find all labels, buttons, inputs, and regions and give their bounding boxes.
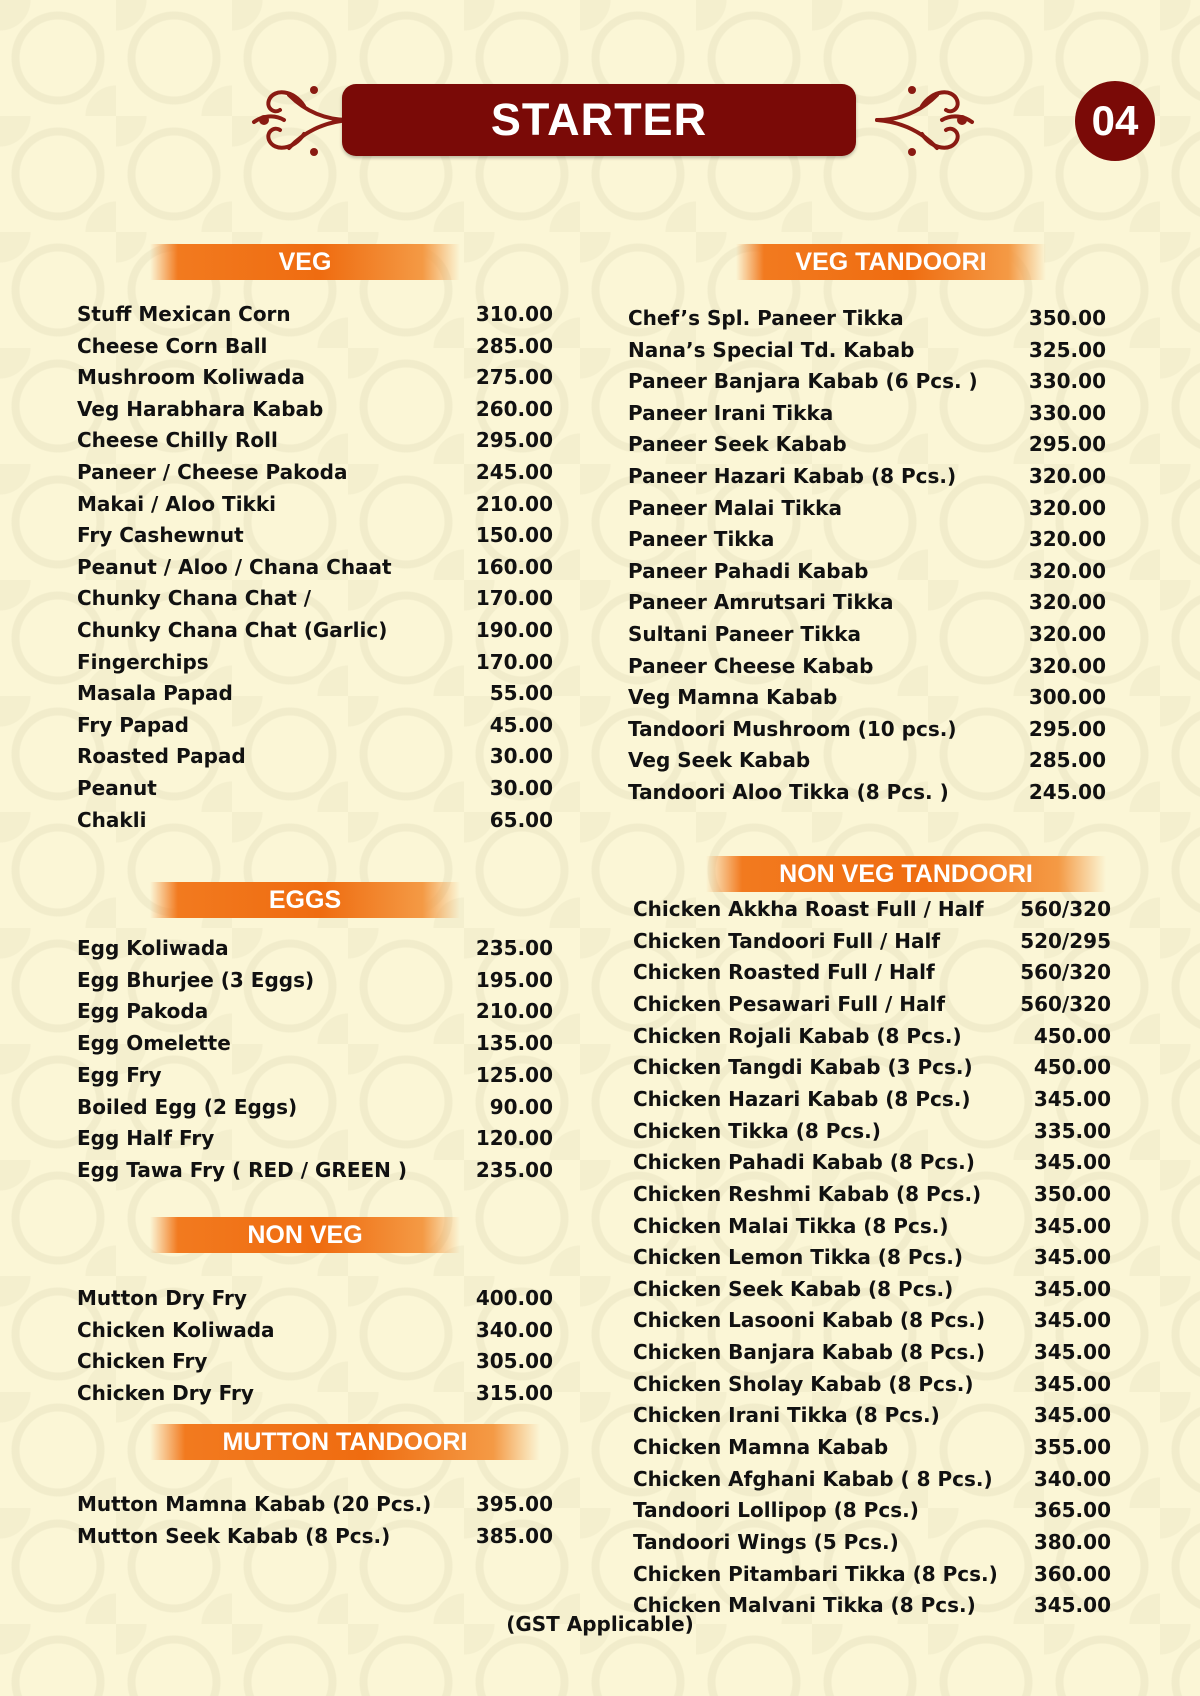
item-price: 260.00	[475, 396, 553, 421]
item-name: Paneer Pahadi Kabab	[628, 558, 869, 583]
item-name: Chunky Chana Chat /	[77, 586, 312, 611]
item-name: Fry Cashewnut	[77, 523, 244, 548]
item-name: Veg Seek Kabab	[628, 748, 811, 773]
item-price: 350.00	[1028, 306, 1106, 330]
item-name: Makai / Aloo Tikki	[77, 491, 277, 516]
section-header-eggs: EGGS	[150, 882, 460, 918]
item-price: 160.00	[475, 554, 553, 579]
item-name: Paneer Cheese Kabab	[628, 653, 874, 678]
item-name: Tandoori Mushroom (10 pcs.)	[628, 716, 957, 741]
right-flourish-ornament	[872, 70, 982, 170]
item-name: Paneer Tikka	[628, 527, 775, 552]
item-price: 305.00	[475, 1349, 553, 1374]
item-name: Chicken Banjara Kabab (8 Pcs.)	[633, 1340, 986, 1365]
item-name: Chicken Lemon Tikka (8 Pcs.)	[633, 1245, 963, 1270]
item-name: Chicken Koliwada	[77, 1317, 275, 1342]
item-price: 340.00	[1033, 1466, 1111, 1491]
item-name: Chicken Tandoori Full / Half	[633, 928, 941, 953]
item-price: 360.00	[1033, 1561, 1111, 1586]
item-price: 320.00	[1028, 464, 1106, 488]
item-price: 345.00	[1033, 1276, 1111, 1301]
item-name: Cheese Chilly Roll	[77, 428, 278, 453]
item-name: Paneer Malai Tikka	[628, 495, 842, 520]
item-price: 345.00	[1033, 1340, 1111, 1365]
item-price: 345.00	[1033, 1371, 1111, 1396]
item-price: 210.00	[475, 999, 553, 1024]
item-price: 65.00	[489, 807, 553, 832]
item-price: 285.00	[1028, 748, 1106, 773]
page-number-badge: 04	[1075, 81, 1155, 161]
title-banner	[342, 84, 856, 156]
item-price: 320.00	[1028, 527, 1106, 552]
item-name: Chicken Irani Tikka (8 Pcs.)	[633, 1403, 940, 1428]
item-name: Roasted Papad	[77, 744, 246, 769]
item-price: 330.00	[1028, 400, 1106, 425]
item-name: Egg Omelette	[77, 1031, 231, 1056]
item-price: 345.00	[1033, 1308, 1111, 1333]
item-name: Paneer / Cheese Pakoda	[77, 460, 348, 484]
item-name: Chicken Akkha Roast Full / Half	[633, 897, 984, 921]
item-price: 285.00	[475, 333, 553, 358]
item-name: Chicken Lasooni Kabab (8 Pcs.)	[633, 1308, 986, 1333]
item-name: Tandoori Lollipop (8 Pcs.)	[633, 1498, 919, 1523]
item-price: 245.00	[475, 460, 553, 484]
item-name: Chicken Malvani Tikka (8 Pcs.)	[633, 1593, 976, 1618]
item-price: 275.00	[475, 365, 553, 390]
item-price: 295.00	[1028, 432, 1106, 457]
item-price: 135.00	[475, 1031, 553, 1056]
item-name: Mutton Mamna Kabab (20 Pcs.)	[77, 1492, 432, 1516]
item-name: Chicken Fry	[77, 1349, 208, 1374]
item-name: Peanut / Aloo / Chana Chaat	[77, 554, 392, 579]
item-name: Boiled Egg (2 Eggs)	[77, 1094, 298, 1119]
item-price: 55.00	[489, 681, 553, 706]
item-name: Egg Tawa Fry ( RED / GREEN )	[77, 1157, 407, 1182]
item-name: Chicken Reshmi Kabab (8 Pcs.)	[633, 1181, 982, 1206]
item-price: 210.00	[475, 491, 553, 516]
item-name: Egg Pakoda	[77, 999, 209, 1024]
item-price: 235.00	[475, 936, 553, 960]
section-header-veg: VEG	[150, 244, 460, 280]
item-price: 345.00	[1033, 1213, 1111, 1238]
item-name: Fry Papad	[77, 712, 189, 737]
item-name: Chicken Mamna Kabab	[633, 1435, 889, 1460]
item-name: Tandoori Wings (5 Pcs.)	[633, 1530, 899, 1554]
item-price: 350.00	[1033, 1181, 1111, 1206]
item-price: 335.00	[1033, 1118, 1111, 1143]
item-name: Paneer Seek Kabab	[628, 432, 847, 457]
item-price: 385.00	[475, 1523, 553, 1548]
item-price: 560/320	[1020, 991, 1111, 1016]
item-name: Chicken Roasted Full / Half	[633, 960, 935, 985]
item-price: 30.00	[489, 776, 553, 800]
item-price: 520/295	[1020, 928, 1111, 953]
item-price: 355.00	[1033, 1435, 1111, 1460]
item-name: Chicken Rojali Kabab (8 Pcs.)	[633, 1023, 962, 1048]
item-name: Mutton Dry Fry	[77, 1286, 247, 1310]
item-name: Chicken Seek Kabab (8 Pcs.)	[633, 1276, 954, 1301]
item-price: 195.00	[475, 967, 553, 992]
item-price: 325.00	[1028, 337, 1106, 362]
item-price: 320.00	[1028, 622, 1106, 646]
item-name: Chicken Malai Tikka (8 Pcs.)	[633, 1213, 949, 1238]
item-name: Veg Harabhara Kabab	[77, 396, 324, 421]
item-price: 30.00	[489, 744, 553, 769]
item-name: Chicken Tangdi Kabab (3 Pcs.)	[633, 1055, 973, 1080]
item-name: Chicken Afghani Kabab ( 8 Pcs.)	[633, 1466, 993, 1491]
section-header-veg-tandoori: VEG TANDOORI	[736, 244, 1046, 280]
item-name: Tandoori Aloo Tikka (8 Pcs. )	[628, 780, 949, 804]
item-price: 320.00	[1028, 558, 1106, 583]
item-price: 345.00	[1033, 1403, 1111, 1428]
item-price: 170.00	[475, 649, 553, 674]
item-name: Paneer Amrutsari Tikka	[628, 590, 894, 615]
item-name: Paneer Hazari Kabab (8 Pcs.)	[628, 464, 957, 488]
item-price: 190.00	[475, 618, 553, 642]
item-name: Paneer Banjara Kabab (6 Pcs. )	[628, 369, 978, 394]
item-price: 295.00	[1028, 716, 1106, 741]
item-price: 340.00	[475, 1317, 553, 1342]
item-name: Chef’s Spl. Paneer Tikka	[628, 306, 904, 330]
item-name: Fingerchips	[77, 649, 209, 674]
item-price: 45.00	[489, 712, 553, 737]
item-name: Egg Fry	[77, 1062, 162, 1087]
item-price: 395.00	[475, 1492, 553, 1516]
item-price: 295.00	[475, 428, 553, 453]
item-price: 365.00	[1033, 1498, 1111, 1523]
item-price: 320.00	[1028, 495, 1106, 520]
item-price: 150.00	[475, 523, 553, 548]
item-name: Peanut	[77, 776, 157, 800]
section-header-non-veg: NON VEG	[150, 1217, 460, 1253]
item-name: Chicken Dry Fry	[77, 1381, 254, 1406]
item-name: Paneer Irani Tikka	[628, 400, 834, 425]
left-flourish-ornament	[244, 70, 354, 170]
item-price: 330.00	[1028, 369, 1106, 394]
item-price: 310.00	[475, 302, 553, 326]
item-price: 400.00	[475, 1286, 553, 1310]
item-price: 170.00	[475, 586, 553, 611]
item-price: 320.00	[1028, 653, 1106, 678]
item-price: 90.00	[489, 1094, 553, 1119]
item-price: 345.00	[1033, 1245, 1111, 1270]
item-price: 125.00	[475, 1062, 553, 1087]
item-name: Stuff Mexican Corn	[77, 302, 291, 326]
section-header-non-veg-tandoori: NON VEG TANDOORI	[706, 856, 1106, 892]
item-name: Egg Koliwada	[77, 936, 229, 960]
item-name: Chicken Tikka (8 Pcs.)	[633, 1118, 881, 1143]
item-name: Mushroom Koliwada	[77, 365, 305, 390]
item-name: Chicken Pahadi Kabab (8 Pcs.)	[633, 1150, 975, 1175]
item-price: 560/320	[1020, 897, 1111, 921]
item-name: Egg Bhurjee (3 Eggs)	[77, 967, 315, 992]
item-price: 345.00	[1033, 1086, 1111, 1111]
item-name: Chicken Pesawari Full / Half	[633, 991, 946, 1016]
item-name: Sultani Paneer Tikka	[628, 622, 862, 646]
item-name: Mutton Seek Kabab (8 Pcs.)	[77, 1523, 391, 1548]
item-name: Veg Mamna Kabab	[628, 685, 838, 710]
item-price: 120.00	[475, 1126, 553, 1151]
gst-note: (GST Applicable)	[506, 1612, 694, 1636]
item-name: Chunky Chana Chat (Garlic)	[77, 618, 388, 642]
item-price: 560/320	[1020, 960, 1111, 985]
item-price: 450.00	[1033, 1023, 1111, 1048]
item-name: Cheese Corn Ball	[77, 333, 268, 358]
item-name: Chicken Sholay Kabab (8 Pcs.)	[633, 1371, 974, 1396]
item-price: 245.00	[1028, 780, 1106, 804]
item-price: 235.00	[475, 1157, 553, 1182]
section-header-mutton-tandoori: MUTTON TANDOORI	[150, 1424, 540, 1460]
item-name: Egg Half Fry	[77, 1126, 215, 1151]
item-name: Chicken Hazari Kabab (8 Pcs.)	[633, 1086, 971, 1111]
page-title: STARTER	[490, 94, 708, 145]
item-name: Masala Papad	[77, 681, 233, 706]
item-price: 345.00	[1033, 1150, 1111, 1175]
item-name: Nana’s Special Td. Kabab	[628, 337, 915, 362]
item-price: 345.00	[1033, 1593, 1111, 1618]
item-price: 450.00	[1033, 1055, 1111, 1080]
item-name: Chicken Pitambari Tikka (8 Pcs.)	[633, 1561, 998, 1586]
item-price: 320.00	[1028, 590, 1106, 615]
item-price: 315.00	[475, 1381, 553, 1406]
item-name: Chakli	[77, 807, 147, 832]
item-price: 300.00	[1028, 685, 1106, 710]
item-price: 380.00	[1033, 1530, 1111, 1554]
